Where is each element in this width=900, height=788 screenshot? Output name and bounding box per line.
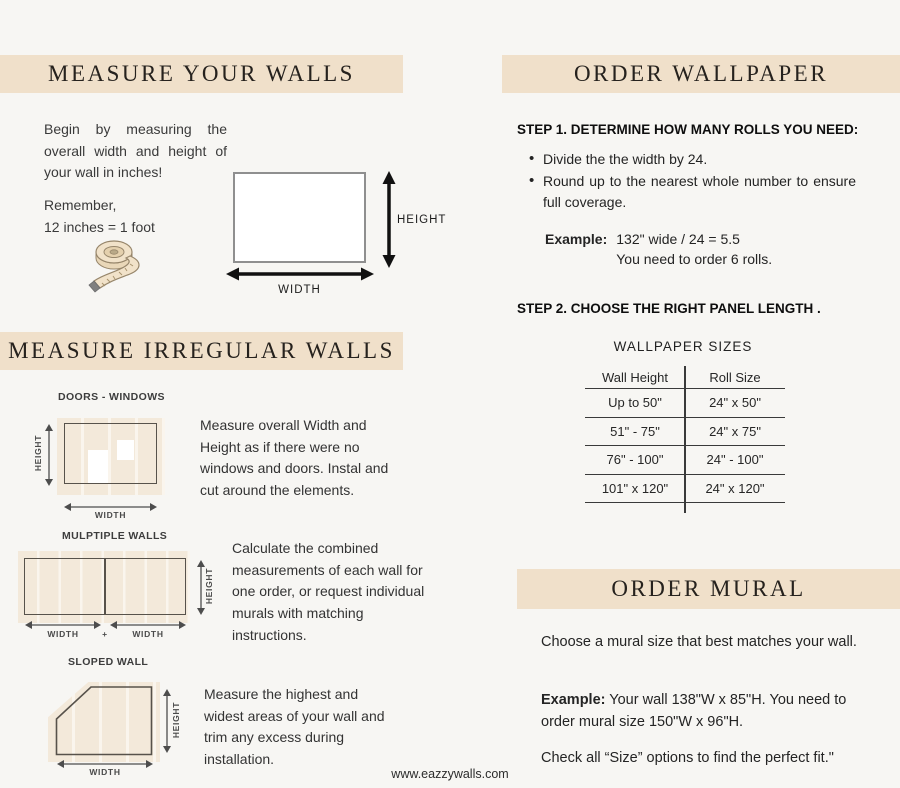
- wallpaper-sizes-title: WALLPAPER SIZES: [613, 339, 753, 354]
- wallpaper-sizes-table: [585, 366, 785, 503]
- cell-roll-size: 24" x 75": [709, 423, 761, 439]
- multiple-walls-label: MULPTIPLE WALLS: [62, 530, 168, 542]
- sloped-wall-description: Measure the highest and widest areas of your wall and trim any excess during installation.: [204, 686, 385, 768]
- plus-sign: +: [102, 629, 108, 639]
- bullet-divide-width: • Divide the the width by 24.: [528, 149, 856, 169]
- cell-roll-size: 24" x 120": [705, 480, 765, 496]
- sloped-wall-label: SLOPED WALL: [68, 656, 149, 668]
- wall-outline: [64, 423, 157, 484]
- cell-wall-height: Up to 50": [608, 395, 662, 411]
- doors-windows-diagram: [30, 413, 200, 525]
- remember-line2: 12 inches = 1 foot: [44, 218, 155, 235]
- col-header-roll-size: Roll Size: [709, 369, 761, 385]
- height-label: HEIGHT: [171, 701, 181, 739]
- col-header-wall-height: Wall Height: [602, 369, 668, 385]
- remember-line1: Remember,: [44, 197, 117, 213]
- width-label: WIDTH: [278, 284, 321, 296]
- table-center-divider: [684, 366, 686, 513]
- multiple-walls-diagram: [14, 547, 229, 647]
- cell-wall-height: 76" - 100": [606, 452, 664, 468]
- wall-diagram: [225, 165, 455, 310]
- bullet-round-up: • Round up to the nearest whole number to ensure full coverage.: [528, 171, 856, 212]
- wall-rectangle: [233, 172, 366, 263]
- doors-windows-label: DOORS - WINDOWS: [58, 391, 165, 403]
- tape-measure-icon: [80, 230, 156, 296]
- section-header-measure-irregular-walls: [0, 332, 403, 370]
- step1-heading: STEP 1. DETERMINE HOW MANY ROLLS YOU NEED:: [517, 122, 859, 137]
- example-line2: You need to order 6 rolls.: [616, 250, 773, 267]
- height-arrow-icon: [381, 171, 397, 268]
- multiple-walls-description: Calculate the combined measurements of each wall for one order, or request individual murals with matching instructions.: [232, 540, 425, 643]
- door-shape: [88, 450, 108, 483]
- step2-heading: STEP 2. CHOOSE THE RIGHT PANEL LENGTH .: [517, 301, 821, 316]
- width-arrow-icon: [226, 266, 374, 282]
- window-shape: [117, 440, 134, 460]
- height-arrow-icon: [44, 424, 54, 486]
- mural-intro-text: Choose a mural size that best matches your wall.: [541, 634, 857, 650]
- example-label: Example:: [541, 692, 606, 708]
- cell-roll-size: 24" - 100": [706, 452, 764, 468]
- example-line1: 132" wide / 24 = 5.5: [616, 231, 740, 247]
- section-title: ORDER MURAL: [611, 576, 806, 601]
- section-header-order-wallpaper: [502, 55, 900, 93]
- cell-roll-size: 24" x 50": [709, 395, 761, 411]
- mural-example: [541, 690, 875, 734]
- wall-divider: [104, 558, 106, 615]
- section-title: MEASURE YOUR WALLS: [48, 61, 355, 86]
- website-url: www.eazzywalls.com: [391, 767, 509, 781]
- measure-intro-text: Begin by measuring the overall width and height of your wall in inches!: [44, 121, 227, 181]
- height-label: HEIGHT: [204, 567, 214, 605]
- section-header-order-mural: [517, 569, 900, 609]
- cell-wall-height: 101" x 120": [601, 480, 669, 496]
- example-lines: [616, 230, 772, 269]
- wall-outline: [55, 686, 153, 756]
- width-label: WIDTH: [94, 510, 127, 520]
- step1-bullet-list: [528, 149, 856, 214]
- mural-size-note: Check all “Size” options to find the perfect fit.": [541, 750, 834, 766]
- section-title: MEASURE IRREGULAR WALLS: [8, 338, 395, 363]
- example-text: Your wall 138"W x 85"H. You need to order mural size 150"W x 96"H.: [541, 692, 847, 730]
- width-label: WIDTH: [89, 767, 121, 777]
- section-header-measure-your-walls: [0, 55, 403, 93]
- example-label: Example:: [545, 231, 608, 247]
- height-label: HEIGHT: [33, 434, 43, 472]
- section-title: ORDER WALLPAPER: [573, 61, 829, 86]
- doors-windows-description: Measure overall Width and Height as if there were no windows and doors. Instal and cut around the elements.: [200, 417, 389, 499]
- cell-wall-height: 51" - 75": [610, 423, 660, 439]
- height-label: HEIGHT: [397, 214, 447, 226]
- width-label-left: WIDTH: [47, 629, 79, 639]
- step1-example: [545, 230, 772, 269]
- width-label-right: WIDTH: [132, 629, 164, 639]
